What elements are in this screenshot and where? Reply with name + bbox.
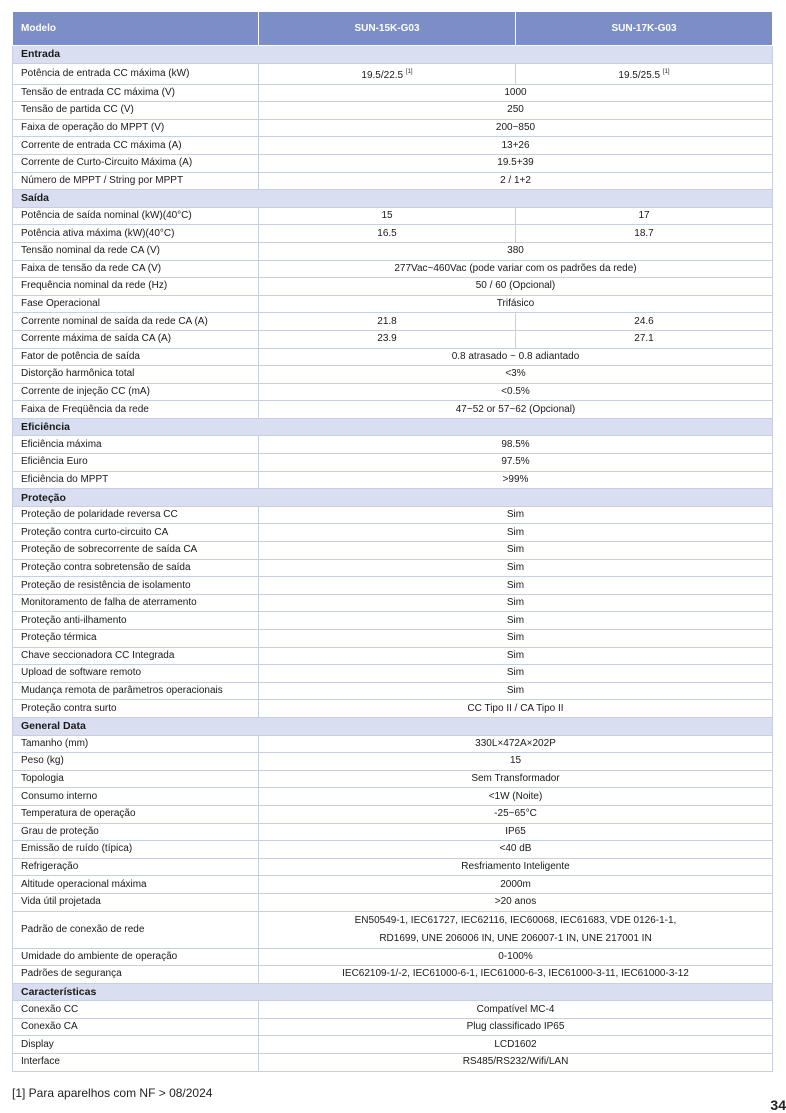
row-value: RS485/RS232/Wifi/LAN [259,1054,773,1072]
row-label: Mudança remota de parâmetros operacionais [13,682,259,700]
table-row [13,647,773,665]
model-b: SUN-17K-G03 [516,12,773,46]
row-label: Frequência nominal da rede (Hz) [13,278,259,296]
row-value: 2 / 1+2 [259,172,773,190]
row-value: 0.8 atrasado ~ 0.8 adiantado [259,348,773,366]
row-value: 277Vac~460Vac (pode variar com os padrões da rede) [259,260,773,278]
row-label: Proteção térmica [13,630,259,648]
table-row [13,542,773,560]
row-label: Consumo interno [13,788,259,806]
row-value: 50 / 60 (Opcional) [259,278,773,296]
spec-table [12,11,773,1072]
row-value: Compatível MC-4 [259,1001,773,1019]
row-label: Peso (kg) [13,753,259,771]
value-a: 21.8 [259,313,516,331]
row-value: 200~850 [259,119,773,137]
table-row [13,454,773,472]
table-row [13,1001,773,1019]
table-row [13,348,773,366]
row-value: >20 anos [259,893,773,911]
header-row [13,12,773,46]
row-label: Proteção de sobrecorrente de saída CA [13,542,259,560]
row-label: Interface [13,1054,259,1072]
table-row [13,154,773,172]
table-row [13,911,773,948]
value-b: 24.6 [516,313,773,331]
row-label: Corrente máxima de saída CA (A) [13,330,259,348]
table-row [13,401,773,419]
row-label: Potência de entrada CC máxima (kW) [13,63,259,84]
section-entrada: Entrada [13,46,773,64]
value-b: 27.1 [516,330,773,348]
table-row [13,102,773,120]
row-label: Refrigeração [13,858,259,876]
row-value: 13+26 [259,137,773,155]
table-row [13,876,773,894]
table-row [13,788,773,806]
row-value: Sim [259,630,773,648]
row-label: Corrente nominal de saída da rede CA (A) [13,313,259,331]
table-row [13,1018,773,1036]
table-row [13,524,773,542]
row-label: Padrões de segurança [13,966,259,984]
row-value: Sim [259,594,773,612]
row-label: Conexão CA [13,1018,259,1036]
table-row [13,63,773,84]
row-label: Número de MPPT / String por MPPT [13,172,259,190]
row-value: 1000 [259,84,773,102]
row-label: Faixa de tensão da rede CA (V) [13,260,259,278]
row-label: Corrente de entrada CC máxima (A) [13,137,259,155]
value-a: 19.5/22.5 [1] [259,63,516,84]
row-label: Chave seccionadora CC Integrada [13,647,259,665]
table-row [13,225,773,243]
model-a: SUN-15K-G03 [259,12,516,46]
table-row [13,966,773,984]
table-row [13,948,773,966]
row-label: Distorção harmônica total [13,366,259,384]
table-row [13,207,773,225]
row-label: Tensão nominal da rede CA (V) [13,242,259,260]
row-label: Fator de potência de saída [13,348,259,366]
table-row [13,559,773,577]
row-label: Proteção anti-ilhamento [13,612,259,630]
row-label: Padrão de conexão de rede [13,911,259,948]
row-label: Faixa de Freqüência da rede [13,401,259,419]
row-value: Sim [259,577,773,595]
row-label: Conexão CC [13,1001,259,1019]
section-protecao: Proteção [13,489,773,507]
footnote-ref: [1] [662,68,670,75]
row-label: Topologia [13,770,259,788]
row-value: Resfriamento Inteligente [259,858,773,876]
row-label: Eficiência do MPPT [13,471,259,489]
row-value: Sim [259,665,773,683]
row-value: >99% [259,471,773,489]
table-row [13,1054,773,1072]
table-row [13,383,773,401]
table-row [13,753,773,771]
table-row [13,260,773,278]
row-label: Grau de proteção [13,823,259,841]
row-label: Proteção de resistência de isolamento [13,577,259,595]
table-row [13,858,773,876]
table-row [13,805,773,823]
row-label: Proteção contra curto-circuito CA [13,524,259,542]
row-label: Proteção contra surto [13,700,259,718]
table-row [13,823,773,841]
table-row [13,577,773,595]
table-row [13,242,773,260]
row-label: Display [13,1036,259,1054]
row-value: 47~52 or 57~62 (Opcional) [259,401,773,419]
table-row [13,665,773,683]
table-row [13,137,773,155]
row-value: 15 [259,753,773,771]
footnote-ref: [1] [405,68,413,75]
section-eficiencia: Eficiência [13,418,773,436]
standards-line-1: EN50549-1, IEC61727, IEC62116, IEC60068, IEC61683, VDE 0126-1-1, [354,914,677,926]
row-value: 97.5% [259,454,773,472]
row-label: Eficiência Euro [13,454,259,472]
row-value: Plug classificado IP65 [259,1018,773,1036]
row-value: Sim [259,542,773,560]
standards-line-2: RD1699, UNE 206006 IN, UNE 206007-1 IN, UNE 217001 IN [379,932,652,944]
table-row [13,330,773,348]
row-value: LCD1602 [259,1036,773,1054]
row-label: Corrente de Curto-Circuito Máxima (A) [13,154,259,172]
row-value: Sim [259,506,773,524]
model-label: Modelo [13,12,259,46]
row-value: -25~65°C [259,805,773,823]
table-row [13,841,773,859]
table-row [13,594,773,612]
row-value: Sim [259,524,773,542]
table-row [13,295,773,313]
table-row [13,366,773,384]
value-a: 15 [259,207,516,225]
row-value: Trifásico [259,295,773,313]
footnote: [1] Para aparelhos com NF > 08/2024 [12,1086,213,1100]
table-row [13,172,773,190]
row-value: CC Tipo II / CA Tipo II [259,700,773,718]
row-label: Potência de saída nominal (kW)(40°C) [13,207,259,225]
row-value: 380 [259,242,773,260]
row-value: 2000m [259,876,773,894]
row-label: Vida útil projetada [13,893,259,911]
table-row [13,700,773,718]
row-label: Proteção contra sobretensão de saída [13,559,259,577]
value-a: 23.9 [259,330,516,348]
row-value: Sim [259,559,773,577]
row-label: Faixa de operação do MPPT (V) [13,119,259,137]
row-label: Tamanho (mm) [13,735,259,753]
row-label: Monitoramento de falha de aterramento [13,594,259,612]
section-caracteristicas: Características [13,983,773,1001]
value-a: 16.5 [259,225,516,243]
row-label: Fase Operacional [13,295,259,313]
row-label: Potência ativa máxima (kW)(40°C) [13,225,259,243]
row-label: Upload de software remoto [13,665,259,683]
table-row [13,893,773,911]
table-row [13,436,773,454]
table-row [13,84,773,102]
row-value: Sim [259,612,773,630]
table-row [13,1036,773,1054]
row-value: <0.5% [259,383,773,401]
table-row [13,612,773,630]
section-general-data: General Data [13,717,773,735]
table-row [13,471,773,489]
row-label: Tensão de partida CC (V) [13,102,259,120]
row-value [259,911,773,948]
row-value: IEC62109-1/-2, IEC61000-6-1, IEC61000-6-3, IEC61000-3-11, IEC61000-3-12 [259,966,773,984]
row-value: <1W (Noite) [259,788,773,806]
table-row [13,278,773,296]
row-label: Proteção de polaridade reversa CC [13,506,259,524]
row-value: IP65 [259,823,773,841]
table-row [13,630,773,648]
row-value: Sem Transformador [259,770,773,788]
row-label: Temperatura de operação [13,805,259,823]
row-value: Sim [259,647,773,665]
page-number: 34 [770,1097,786,1113]
row-label: Eficiência máxima [13,436,259,454]
row-value: 19.5+39 [259,154,773,172]
row-value: 0-100% [259,948,773,966]
row-label: Tensão de entrada CC máxima (V) [13,84,259,102]
table-row [13,682,773,700]
table-row [13,119,773,137]
row-label: Emissão de ruído (típica) [13,841,259,859]
row-value: 98.5% [259,436,773,454]
row-label: Altitude operacional máxima [13,876,259,894]
value-b: 17 [516,207,773,225]
table-row [13,506,773,524]
row-value: 250 [259,102,773,120]
row-value: <3% [259,366,773,384]
row-value: <40 dB [259,841,773,859]
row-label: Umidade do ambiente de operação [13,948,259,966]
section-saida: Saída [13,190,773,208]
value-b: 18.7 [516,225,773,243]
value-b: 19.5/25.5 [1] [516,63,773,84]
table-row [13,770,773,788]
row-value: 330L×472A×202P [259,735,773,753]
table-row [13,735,773,753]
row-label: Corrente de injeção CC (mA) [13,383,259,401]
row-value: Sim [259,682,773,700]
table-row [13,313,773,331]
